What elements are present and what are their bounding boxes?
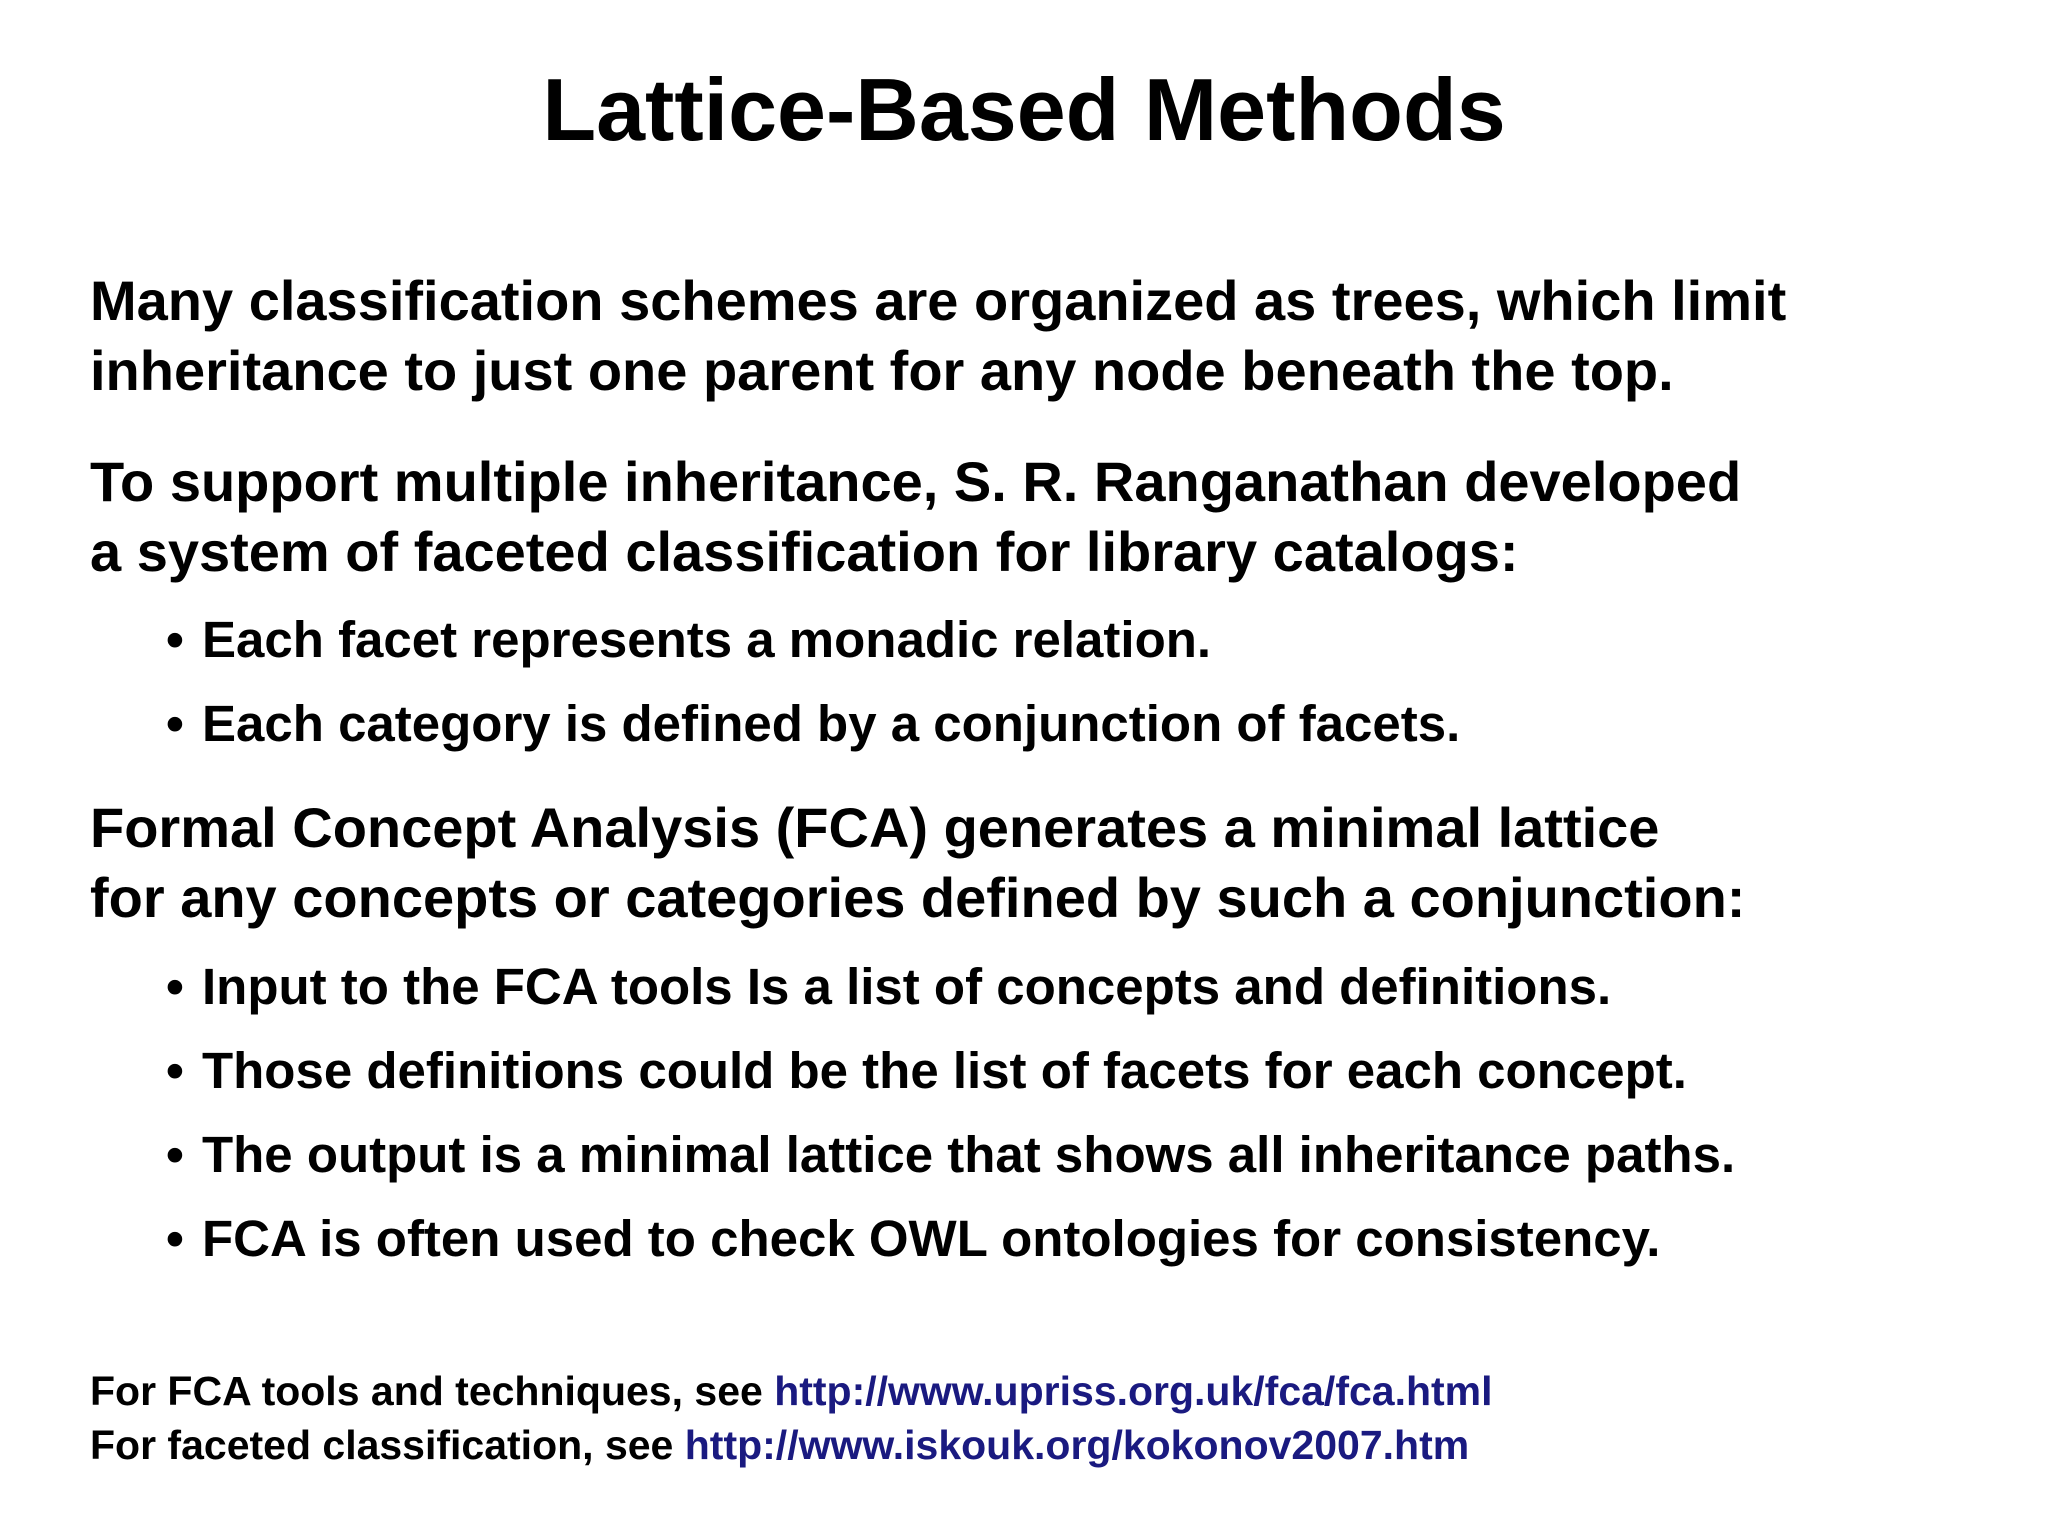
bullet-text: Each facet represents a monadic relation. — [202, 611, 1212, 668]
paragraph-line: Formal Concept Analysis (FCA) generates a minimal lattice — [90, 796, 1660, 859]
paragraph-ranganathan — [90, 447, 2040, 587]
bullet-item — [166, 1209, 1660, 1269]
paragraph-line: Many classification schemes are organized as trees, which limit — [90, 269, 1787, 332]
paragraph-trees — [90, 266, 2040, 406]
bullet-item — [166, 957, 1611, 1017]
paragraph-line: for any concepts or categories defined by such a conjunction: — [90, 866, 1746, 929]
reference-faceted-classification — [90, 1418, 1469, 1472]
bullet-text: Those definitions could be the list of facets for each concept. — [202, 1042, 1687, 1099]
bullet-text: The output is a minimal lattice that shows all inheritance paths. — [202, 1126, 1736, 1183]
bullet-item — [166, 1041, 1687, 1101]
paragraph-fca — [90, 793, 2040, 933]
bullet-dot: • — [166, 695, 184, 752]
reference-prefix: For FCA tools and techniques, see — [90, 1368, 775, 1414]
bullet-text: Input to the FCA tools Is a list of concepts and definitions. — [202, 958, 1612, 1015]
bullet-dot: • — [166, 958, 184, 1015]
fca-tools-link[interactable]: http://www.upriss.org.uk/fca/fca.html — [774, 1368, 1493, 1414]
bullet-dot: • — [166, 611, 184, 668]
bullet-dot: • — [166, 1210, 184, 1267]
reference-prefix: For faceted classification, see — [90, 1422, 685, 1468]
faceted-classification-link[interactable]: http://www.iskouk.org/kokonov2007.htm — [684, 1422, 1470, 1468]
bullet-text: FCA is often used to check OWL ontologies for consistency. — [202, 1210, 1661, 1267]
paragraph-line: a system of faceted classification for library catalogs: — [90, 520, 1519, 583]
bullet-item — [166, 1125, 1735, 1185]
bullet-dot: • — [166, 1126, 184, 1183]
bullet-text: Each category is defined by a conjunction of facets. — [202, 695, 1461, 752]
bullet-item — [166, 610, 1211, 670]
slide-title: Lattice-Based Methods — [542, 60, 1506, 159]
paragraph-line: inheritance to just one parent for any node beneath the top. — [90, 339, 1674, 402]
reference-fca-tools — [90, 1364, 1493, 1418]
bullet-dot: • — [166, 1042, 184, 1099]
paragraph-line: To support multiple inheritance, S. R. Ranganathan developed — [90, 450, 1742, 513]
bullet-item — [166, 694, 1460, 754]
